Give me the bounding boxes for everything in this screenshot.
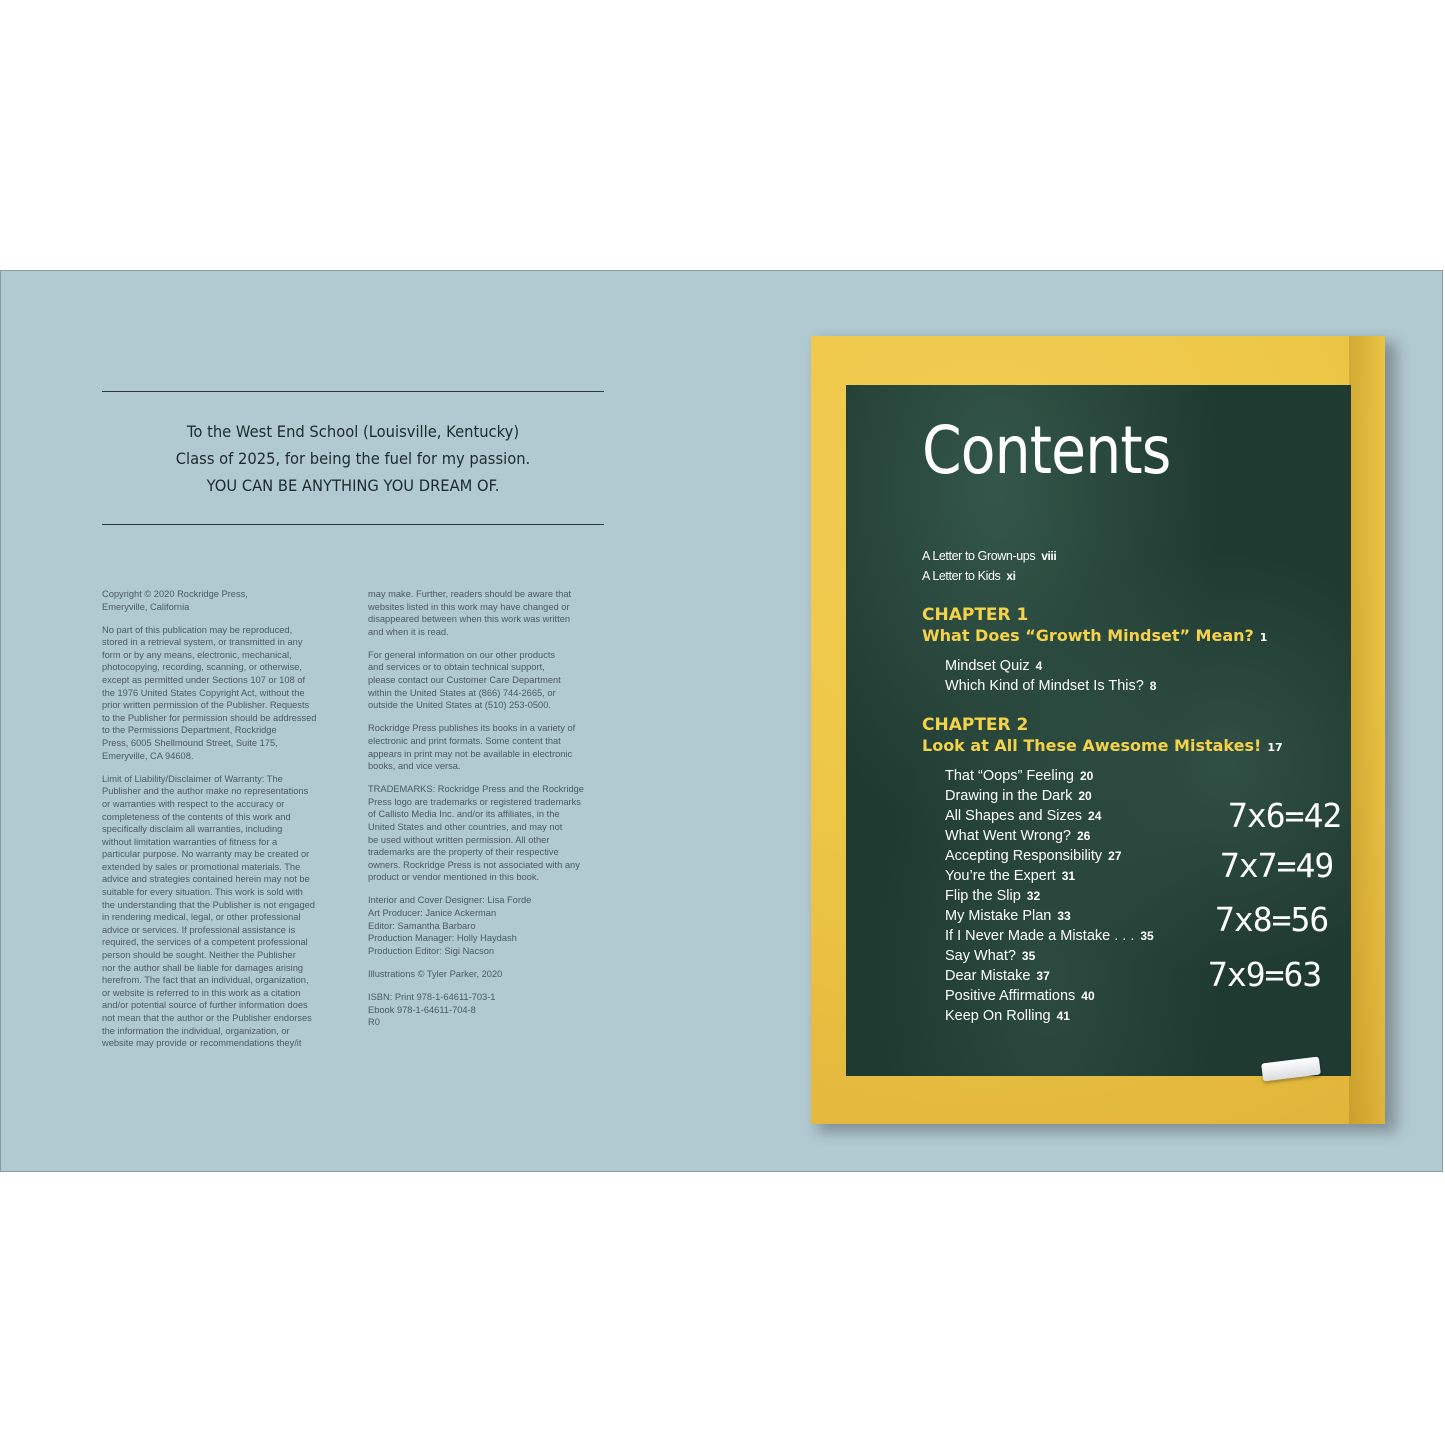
dedication-line-3: YOU CAN BE ANYTHING YOU DREAM OF. — [206, 476, 500, 495]
chapter-1-label: CHAPTER 1 — [922, 605, 1029, 625]
toc-section: Drawing in the Dark 20 — [945, 788, 1092, 804]
dedication — [122, 418, 584, 499]
toc-section: My Mistake Plan 33 — [945, 908, 1071, 924]
toc-section: Dear Mistake 37 — [945, 968, 1050, 984]
toc-section: What Went Wrong? 26 — [945, 828, 1091, 844]
legal-paragraph: ISBN: Print 978-1-64611-703-1 Ebook 978-1-64611-704-8 R0 — [368, 992, 496, 1028]
toc-section: Accepting Responsibility 27 — [945, 848, 1122, 864]
toc-section: Mindset Quiz 4 — [945, 658, 1043, 674]
toc-section: Which Kind of Mindset Is This? 8 — [945, 678, 1157, 694]
legal-paragraph: Limit of Liability/Disclaimer of Warranty: The Publisher and the author make no representations or warranties with respect to the accuracy or completeness of the contents of this work and specifically disclaim all warranties, including without limitation warranties of fitness for a particular purpose. No warranty may be created or extended by sales or promotional materials. The advice and strategies contained herein may not be suitable for every situation. This work is sold with the understanding that the Publisher is not engaged in rendering medical, legal, or other professional advice or services. If professional assistance is required, the services of a competent professional person should be sought. Neither the Publisher nor the author shall be liable for damages arising herefrom. The fact that an individual, organization, or website is referred to in this work as a citation and/or potential source of further information does not mean that the author or the Publisher endorses the information the individual, organization, or website may provide or recommendations they/it — [102, 773, 315, 1049]
dedication-line-2: Class of 2025, for being the fuel for my passion. — [175, 449, 531, 468]
legal-paragraph: TRADEMARKS: Rockridge Press and the Rockridge Press logo are trademarks or registered trademarks of Callisto Media Inc. and/or its affiliates, in the United States and other countries, and may not be used without written permission. All other trademarks are the property of their respective owners. Rockridge Press is not associated with any product or vendor mentioned in this book. — [368, 784, 584, 883]
chapter-2-title: Look at All These Awesome Mistakes! 17 — [922, 736, 1283, 755]
contents-title: Contents — [922, 412, 1171, 489]
toc-section: If I Never Made a Mistake . . . 35 — [945, 928, 1154, 944]
legal-paragraph: Rockridge Press publishes its books in a variety of electronic and print formats. Some content that appears in print may not be available in electronic books, and vice versa. — [368, 723, 576, 772]
legal-paragraph: Copyright © 2020 Rockridge Press, Emeryville, California — [102, 589, 248, 612]
legal-paragraph: may make. Further, readers should be aware that websites listed in this work may have changed or disappeared between when this work was written and when it is read. — [368, 589, 572, 637]
toc-section: You’re the Expert 31 — [945, 868, 1076, 884]
toc-section: That “Oops” Feeling 20 — [945, 768, 1094, 784]
legal-paragraph: Interior and Cover Designer: Lisa Forde Art Producer: Janice Ackerman Editor: Samantha Barbaro Production Manager: Holly Haydash Production Editor: Sigi Nacson — [368, 895, 532, 956]
toc-section: Say What? 35 — [945, 948, 1036, 964]
toc-section: Flip the Slip 32 — [945, 888, 1041, 904]
legal-paragraph: For general information on our other products and services or to obtain technical support, please contact our Customer Care Department within the United States at (866) 744-2665, or outside the United States at (510) 253-0500. — [368, 649, 561, 711]
toc-intro-item: A Letter to Kids xi — [922, 569, 1016, 583]
toc-section: All Shapes and Sizes 24 — [945, 808, 1102, 824]
legal-column-2 — [368, 588, 608, 1039]
toc-section: Positive Affirmations 40 — [945, 988, 1095, 1004]
toc-section: Keep On Rolling 41 — [945, 1008, 1070, 1024]
chalk-equation: 7x8=56 — [1215, 900, 1329, 939]
dedication-line-1: To the West End School (Louisville, Kentucky) — [186, 422, 520, 441]
bottom-divider — [102, 524, 604, 525]
chalk-equation: 7x7=49 — [1220, 846, 1334, 885]
chapter-1-title: What Does “Growth Mindset” Mean? 1 — [922, 626, 1268, 645]
chalk-equation: 7x9=63 — [1208, 955, 1322, 994]
chapter-2-label: CHAPTER 2 — [922, 715, 1029, 735]
legal-paragraph: Illustrations © Tyler Parker, 2020 — [368, 968, 503, 979]
frame-shading — [1349, 336, 1385, 1124]
legal-paragraph: No part of this publication may be reproduced, stored in a retrieval system, or transmitted in any form or by any means, electronic, mechanical, photocopying, recording, scanning, or otherwise, except as permitted under Sections 107 or 108 of the 1976 United States Copyright Act, without the prior written permission of the Publisher. Requests to the Publisher for permission should be addressed to the Permissions Department, Rockridge Press, 6005 Shellmound Street, Suite 175, Emeryville, CA 94608. — [102, 624, 317, 761]
legal-column-1 — [102, 588, 342, 1060]
toc-intro-item: A Letter to Grown-ups viii — [922, 549, 1057, 563]
top-divider — [102, 391, 604, 392]
chalk-equation: 7x6=42 — [1228, 796, 1342, 835]
